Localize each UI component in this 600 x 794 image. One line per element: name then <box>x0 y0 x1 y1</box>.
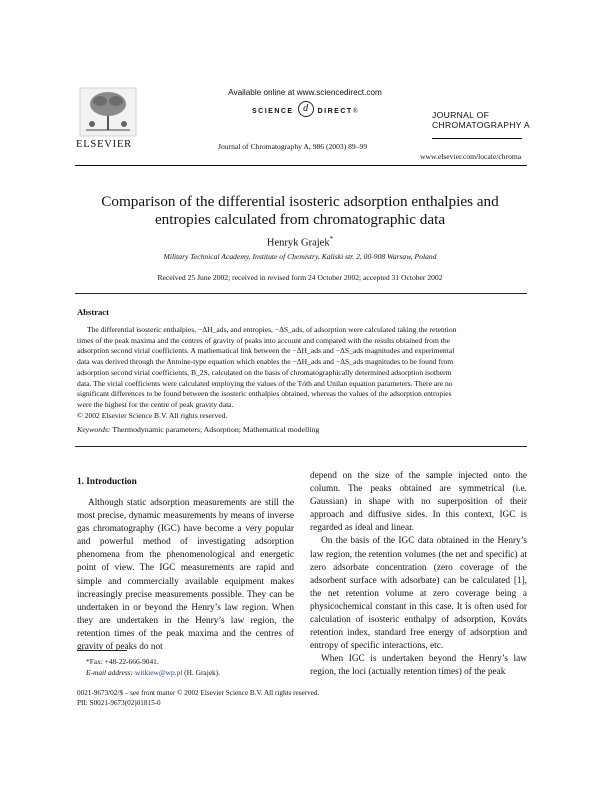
footnote <box>86 656 296 678</box>
email-link[interactable]: witkiew@wp.pl <box>135 668 183 677</box>
paragraph: depend on the size of the sample injected onto the column. The peaks obtained are symmetrical (i.e. Gaussian) in shape with no superposition of their approach and diffusive sides. In this context, IGC is regarded as ideal and linear. <box>310 471 527 534</box>
header-rule <box>75 165 527 166</box>
paragraph: Although static adsorption measurements are still the most precise, dynamic measurements by means of inverse gas chromatography (IGC) have become a very popular and powerful method of investigating adsorption phenomena from the phenomenological and energetic point of view. The IGC measurements are rapid and simple and commercially available equipment makes increasingly precise measurements possible. They can be undertaken in or beyond the Henry’s law region. When they are undertaken in the Henry’s law region, the retention times of the peak maxima and the centres of gravity of peaks do not <box>77 498 294 653</box>
elsevier-tree-icon <box>78 86 138 138</box>
right-column <box>310 470 527 680</box>
received-dates: Received 25 June 2002; received in revised form 24 October 2002; accepted 31 October 2002 <box>157 273 443 282</box>
left-column <box>77 497 294 654</box>
abstract-top-rule <box>75 293 527 294</box>
sciencedirect-d-icon: d <box>298 101 314 117</box>
abstract-line: adsorption second virial coefficients. A mathematical link between the −ΔH_ads and −ΔS_ads magnitudes and experimental <box>77 346 455 356</box>
journal-url[interactable]: www.elsevier.com/locate/chroma <box>420 152 522 161</box>
page-footer <box>77 688 319 708</box>
keywords-label: Keywords: <box>77 425 111 434</box>
abstract-line: data. The virial coefficients were calculated employing the values of the Tóth and Unilan equation parameters. There are no <box>77 378 453 388</box>
journal-name-line1: JOURNAL OF <box>432 110 490 120</box>
abstract-line: were the highest for the centre of peak gravity data. <box>77 399 234 409</box>
journal-divider <box>432 138 522 139</box>
paragraph: When IGC is undertaken beyond the Henry’s law region, the loci (actually retention times) of the peak <box>310 654 527 678</box>
abstract-line: The differential isosteric enthalpies, −ΔH_ads, and entropies, −ΔS_ads, of adsorption were calculated taking the retention <box>87 325 457 334</box>
footnote-email: E-mail address: witkiew@wp.pl (H. Grajek). <box>86 668 221 677</box>
journal-logo <box>432 110 530 130</box>
keywords-list: Thermodynamic parameters; Adsorption; Mathematical modelling <box>112 425 320 434</box>
affiliation: Military Technical Academy, Institute of Chemistry, Kaliski str. 2, 00-908 Warsaw, Poland <box>163 252 437 261</box>
footnote-fax: *Fax: +48-22-666-9041. <box>86 657 159 666</box>
abstract-body <box>77 325 527 421</box>
abstract-line: data was derived through the Antoine-type equation which enables the −ΔH_ads and −ΔS_ads magnitudes to be found from <box>77 357 454 367</box>
copyright-line: © 2002 Elsevier Science B.V. All rights reserved. <box>77 410 228 420</box>
publisher-name: ELSEVIER <box>76 139 132 150</box>
citation: Journal of Chromatography A, 986 (2003) 89–99 <box>218 142 368 151</box>
keywords <box>77 425 319 434</box>
article-title: Comparison of the differential isosteric adsorption enthalpies and entropies calculated from chromatographic data <box>101 193 499 228</box>
abstract-line: times of the peak maxima and the centres of gravity of peaks into account and compared with the results obtained from the <box>77 335 451 345</box>
footnote-rule <box>77 650 127 651</box>
abstract-heading: Abstract <box>77 307 109 317</box>
paragraph: On the basis of the IGC data obtained in the Henry’s law region, the retention volumes (the net and specific) at zero adsorbate concentration (zero coverage of the adsorbent surface with adsorbate) can be calculated [1], the net retention volume at zero coverage being a physicochemical constant in this case. It is often used for calculation of isosteric enthalpy of adsorption, Kováts retention index, standard free energy of adsorption and entropy of specific interactions, etc. <box>310 536 527 652</box>
elsevier-logo <box>78 86 138 138</box>
issn-copyright: 0021-9673/02/$ – see front matter © 2002 Elsevier Science B.V. All rights reserved. <box>77 689 320 697</box>
abstract-line: significant differences to be found between the isosteric enthalpies obtained, whereas the values of the adsorption entropies <box>77 389 452 399</box>
available-online: Available online at www.sciencedirect.com <box>228 88 382 97</box>
journal-name-line2: CHROMATOGRAPHY A <box>432 120 530 130</box>
sciencedirect-logo: SCIENCE d DIRECT® <box>215 100 395 116</box>
pii: PII: S0021-9673(02)01815-0 <box>77 699 161 707</box>
abstract-bottom-rule <box>75 446 527 447</box>
section-heading-introduction: 1. Introduction <box>77 477 137 487</box>
abstract-line: adsorption second virial coefficients, B_2S, calculated on the basis of chromatographically determined adsorption isotherm <box>77 367 452 377</box>
author: Henryk Grajek* <box>266 235 334 249</box>
